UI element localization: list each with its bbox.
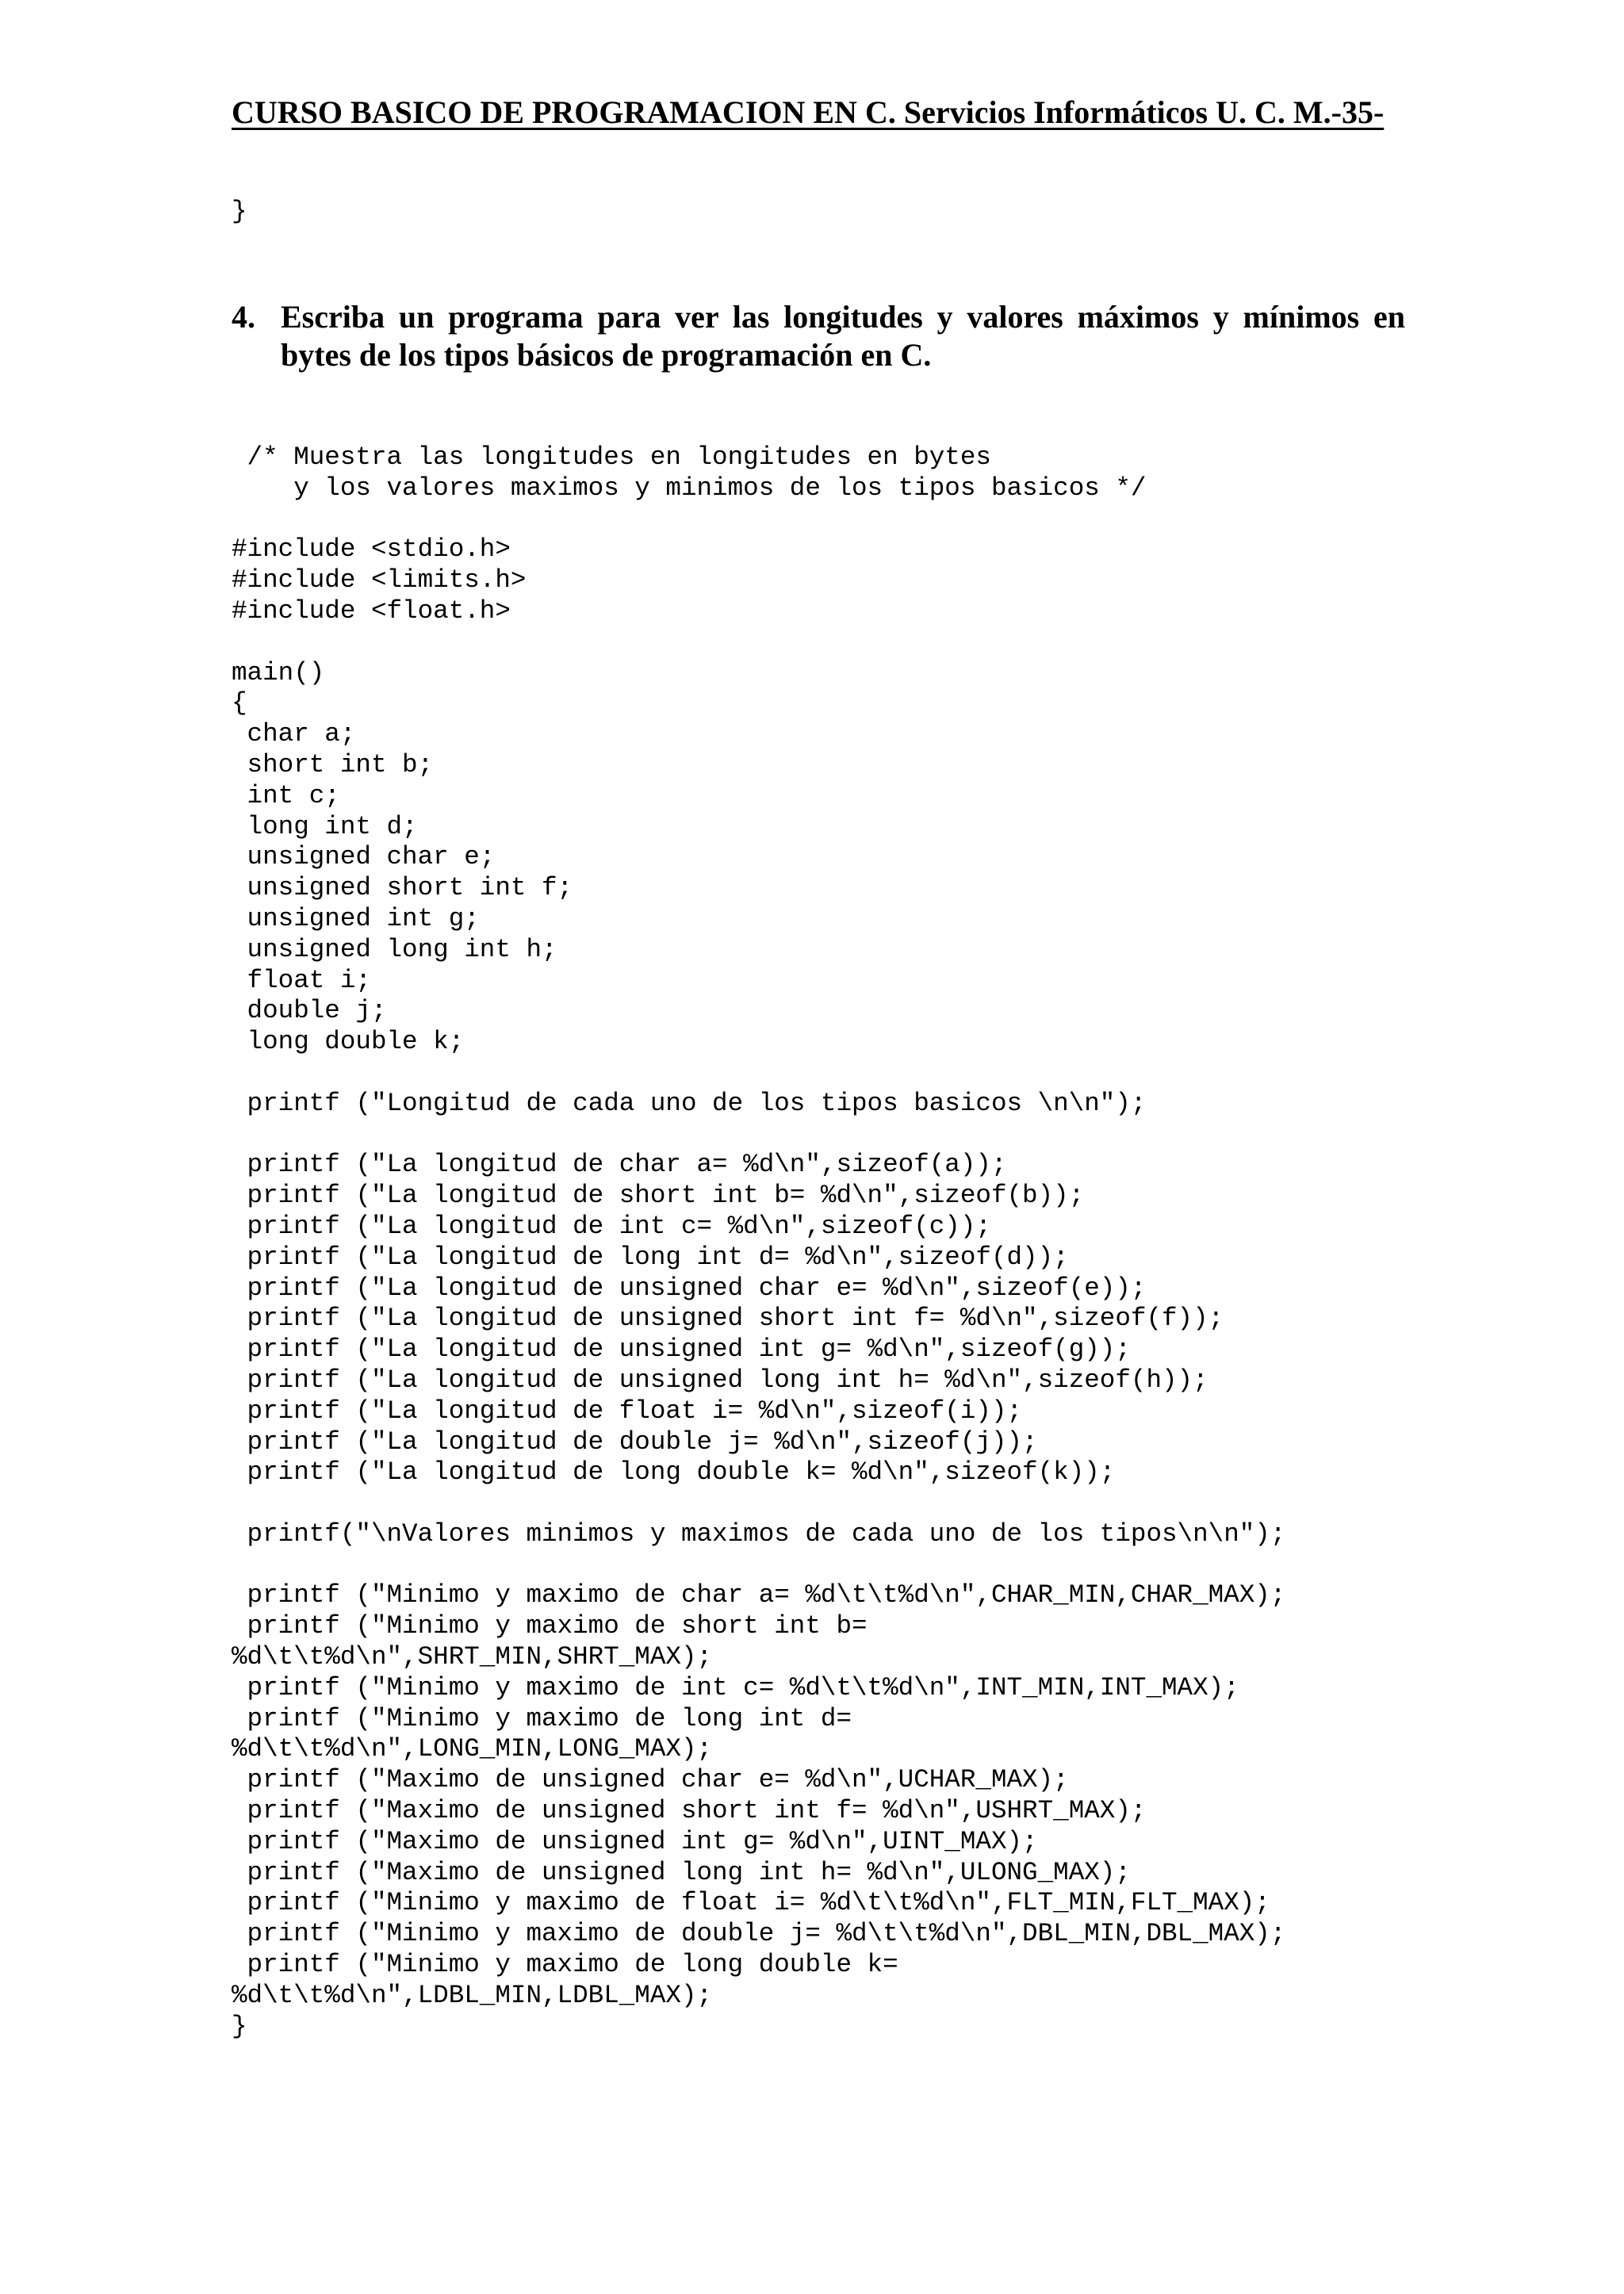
code-line: unsigned char e; [232, 842, 496, 872]
code-line: printf ("Longitud de cada uno de los tipos basicos \n\n"); [232, 1088, 1147, 1118]
code-line: %d\t\t%d\n",LONG_MIN,LONG_MAX); [232, 1734, 713, 1764]
code-line: } [232, 197, 247, 226]
code-line: printf ("La longitud de float i= %d\n",sizeof(i)); [232, 1396, 1023, 1426]
code-line: long int d; [232, 811, 418, 841]
code-line: printf ("Minimo y maximo de short int b= [232, 1611, 868, 1641]
code-fragment-closing-brace [232, 197, 247, 228]
code-line: printf ("Minimo y maximo de long int d= [232, 1703, 852, 1733]
page-header: CURSO BASICO DE PROGRAMACION EN C. Servicios Informáticos U. C. M.-35- [232, 94, 1385, 130]
code-listing [232, 442, 1285, 2042]
code-line: } [232, 2011, 247, 2041]
code-line: unsigned long int h; [232, 934, 557, 964]
code-line: printf ("Minimo y maximo de int c= %d\t\t%d\n",INT_MIN,INT_MAX); [232, 1672, 1239, 1702]
code-line: %d\t\t%d\n",LDBL_MIN,LDBL_MAX); [232, 1980, 713, 2010]
code-line: int c; [232, 780, 340, 810]
code-line: double j; [232, 996, 387, 1026]
code-line: printf ("Minimo y maximo de double j= %d\t\t%d\n",DBL_MIN,DBL_MAX); [232, 1919, 1286, 1949]
code-line: printf ("Maximo de unsigned long int h= %d\n",ULONG_MAX); [232, 1857, 1131, 1887]
code-line: printf ("La longitud de char a= %d\n",sizeof(a)); [232, 1150, 1007, 1180]
code-line: printf ("La longitud de unsigned long int h= %d\n",sizeof(h)); [232, 1365, 1208, 1395]
code-line: y los valores maximos y minimos de los tipos basicos */ [232, 473, 1147, 503]
code-line: printf ("Minimo y maximo de long double k= [232, 1950, 898, 1980]
code-line: #include <stdio.h> [232, 534, 511, 565]
exercise-heading [232, 298, 1405, 374]
code-line: printf ("La longitud de int c= %d\n",sizeof(c)); [232, 1211, 991, 1241]
code-line: printf ("Maximo de unsigned int g= %d\n",UINT_MAX); [232, 1826, 1038, 1856]
code-line [232, 627, 1285, 658]
code-line: char a; [232, 719, 356, 749]
code-line: { [232, 688, 247, 718]
exercise-number: 4. [232, 299, 255, 335]
code-line: printf ("La longitud de unsigned char e= %d\n",sizeof(e)); [232, 1273, 1147, 1303]
code-line: long double k; [232, 1027, 465, 1057]
code-line: printf ("Maximo de unsigned short int f= %d\n",USHRT_MAX); [232, 1796, 1147, 1826]
code-line: %d\t\t%d\n",SHRT_MIN,SHRT_MAX); [232, 1642, 713, 1672]
code-line: printf ("Minimo y maximo de float i= %d\t\t%d\n",FLT_MIN,FLT_MAX); [232, 1888, 1270, 1918]
code-line: unsigned int g; [232, 903, 480, 933]
code-line: printf("\nValores minimos y maximos de cada uno de los tipos\n\n"); [232, 1518, 1286, 1549]
code-line: printf ("La longitud de unsigned int g= %d\n",sizeof(g)); [232, 1335, 1131, 1365]
code-line: main() [232, 657, 325, 687]
code-line [232, 1120, 1285, 1151]
exercise-text: Escriba un programa para ver las longitudes y valores máximos y mínimos en bytes de los tipos básicos de programación en C. [281, 299, 1405, 373]
code-line: /* Muestra las longitudes en longitudes en bytes [232, 442, 991, 472]
code-line: printf ("Minimo y maximo de char a= %d\t\t%d\n",CHAR_MIN,CHAR_MAX); [232, 1580, 1286, 1610]
code-line: printf ("Maximo de unsigned char e= %d\n",UCHAR_MAX); [232, 1765, 1069, 1795]
code-line: printf ("La longitud de double j= %d\n",sizeof(j)); [232, 1427, 1038, 1457]
code-line [232, 1550, 1285, 1581]
code-line: printf ("La longitud de long double k= %d\n",sizeof(k)); [232, 1457, 1116, 1488]
code-line [232, 1488, 1285, 1519]
code-line: printf ("La longitud de unsigned short int f= %d\n",sizeof(f)); [232, 1304, 1224, 1334]
code-line: unsigned short int f; [232, 873, 573, 903]
code-line [232, 504, 1285, 535]
code-line: float i; [232, 965, 371, 995]
code-line: short int b; [232, 749, 434, 779]
code-line: #include <float.h> [232, 596, 511, 626]
code-line: #include <limits.h> [232, 565, 527, 596]
code-line: printf ("La longitud de short int b= %d\n",sizeof(b)); [232, 1181, 1085, 1211]
code-line [232, 1058, 1285, 1089]
code-line: printf ("La longitud de long int d= %d\n",sizeof(d)); [232, 1242, 1069, 1272]
